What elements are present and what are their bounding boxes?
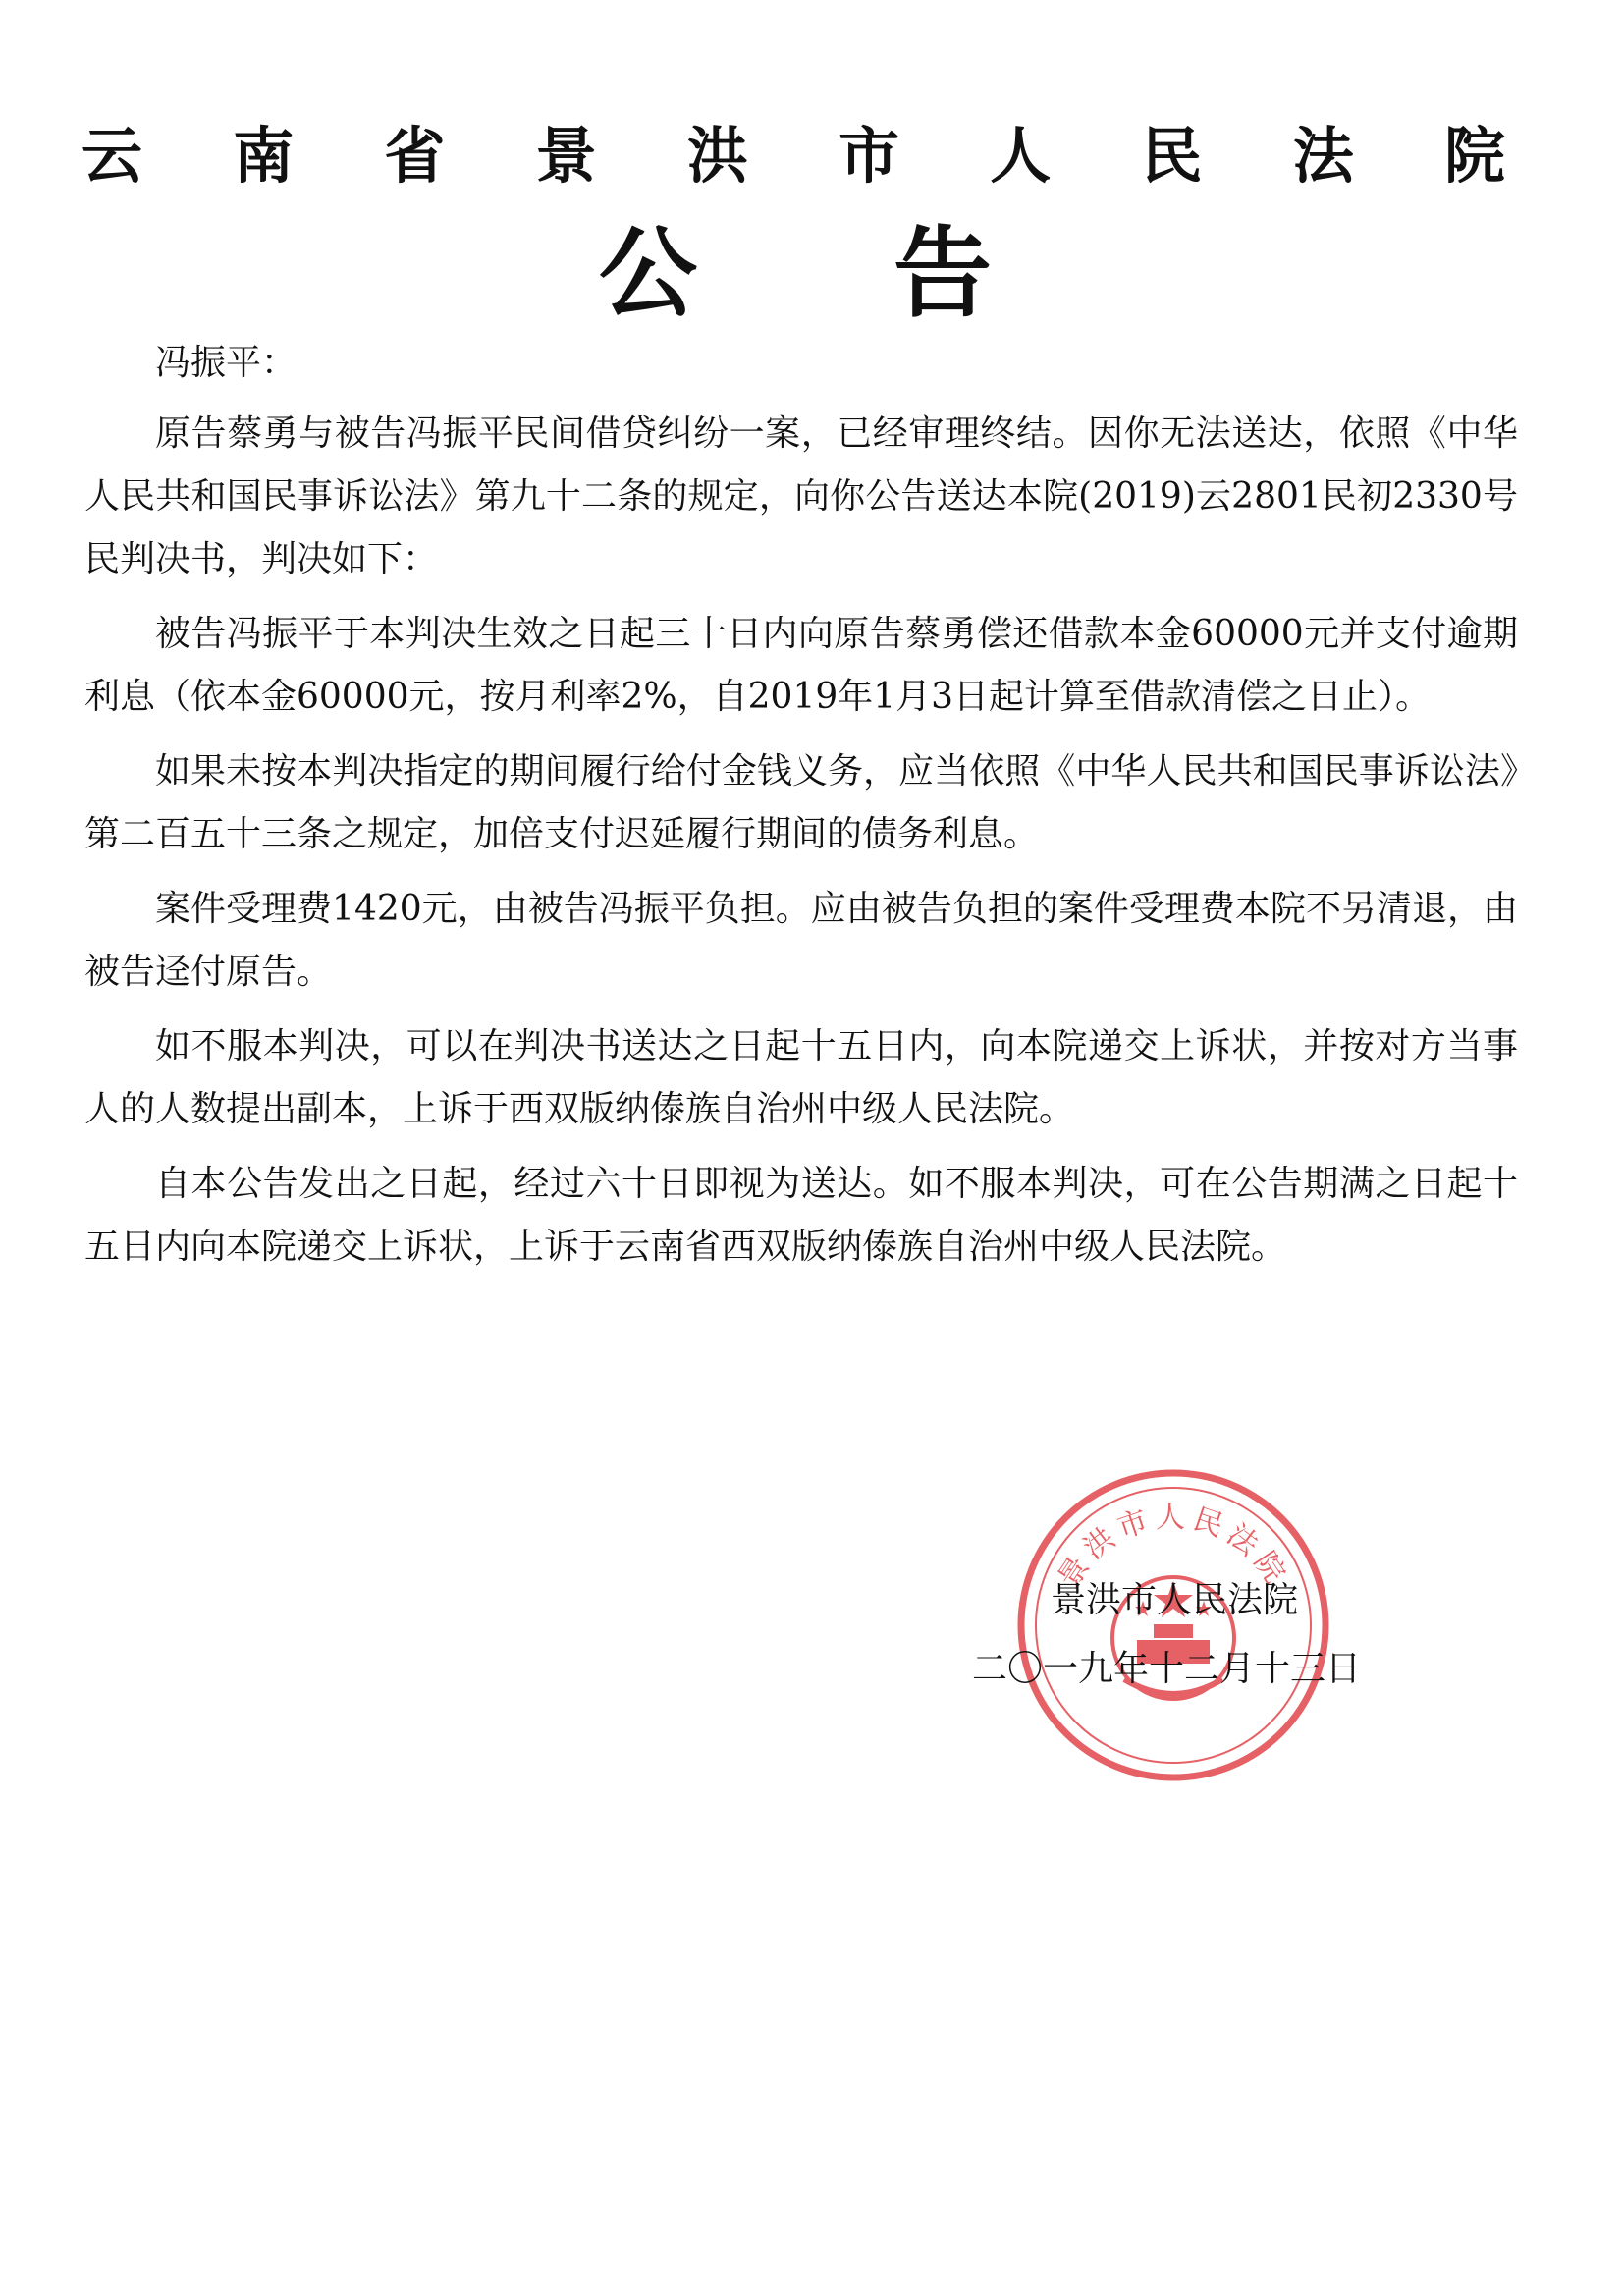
document-type-title — [589, 206, 1001, 331]
body-paragraph: 原告蔡勇与被告冯振平民间借贷纠纷一案，已经审理终结。因你无法送达，依照《中华人民共和国民事诉讼法》第九十二条的规定，向你公告送达本院(2019)云2801民初2330号民判决书，判决如下： — [84, 413, 1518, 579]
body-paragraph: 案件受理费1420元，由被告冯振平负担。应由被告负担的案件受理费本院不另清退，由被告迳付原告。 — [84, 889, 1518, 992]
signature-block — [972, 1566, 1414, 1704]
doc-type-char: 告 — [893, 215, 992, 331]
court-name-char: 南 — [233, 119, 295, 191]
notice-body — [84, 332, 1518, 1290]
court-name-char: 省 — [384, 119, 446, 191]
salutation: 冯振平： — [155, 343, 298, 383]
court-name-char: 洪 — [686, 119, 748, 191]
court-name-char: 法 — [1292, 119, 1354, 191]
court-name-title — [77, 106, 1510, 194]
seal-arc-text: 景洪市人民法院 — [1052, 1501, 1295, 1595]
signature-court-name: 景洪市人民法院 — [1051, 1580, 1299, 1620]
court-name-char: 景 — [535, 119, 597, 191]
body-paragraph: 自本公告发出之日起，经过六十日即视为送达。如不服本判决，可在公告期满之日起十五日内向本院递交上诉状，上诉于云南省西双版纳傣族自治州中级人民法院。 — [84, 1164, 1518, 1267]
court-name-char: 云 — [81, 119, 142, 191]
court-name-char: 民 — [1141, 119, 1203, 191]
court-name-char: 院 — [1443, 119, 1505, 191]
body-paragraph: 如不服本判决，可以在判决书送达之日起十五日内，向本院递交上诉状，并按对方当事人的人数提出副本，上诉于西双版纳傣族自治州中级人民法院。 — [84, 1026, 1518, 1129]
doc-type-char: 公 — [599, 215, 697, 331]
signature-date: 二〇一九年十二月十三日 — [972, 1649, 1362, 1689]
body-paragraph: 被告冯振平于本判决生效之日起三十日内向原告蔡勇偿还借款本金60000元并支付逾期利息（依本金60000元，按月利率2%，自2019年1月3日起计算至借款清偿之日止）。 — [84, 614, 1518, 717]
court-name-char: 市 — [839, 119, 900, 191]
body-paragraph: 如果未按本判决指定的期间履行给付金钱义务，应当依照《中华人民共和国民事诉讼法》第二百五十三条之规定，加倍支付迟延履行期间的债务利息。 — [84, 751, 1518, 854]
court-name-char: 人 — [990, 119, 1052, 191]
